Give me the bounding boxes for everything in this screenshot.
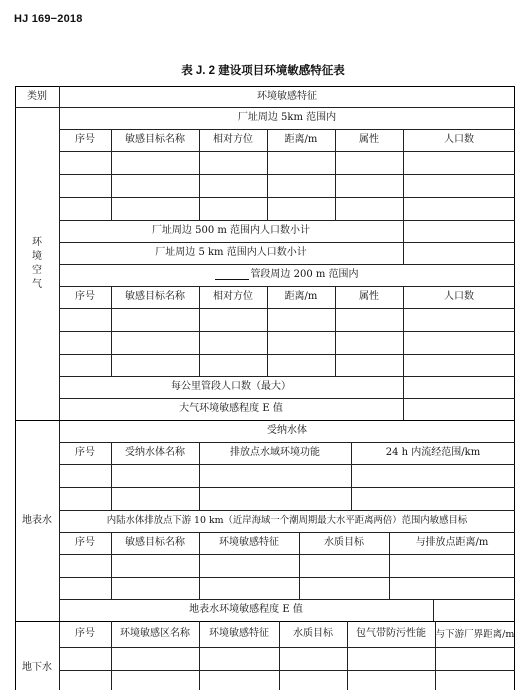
air-sensitivity: 大气环境敏感程度 E 值	[179, 403, 283, 414]
col-line	[347, 621, 348, 690]
col-index: 序号	[75, 291, 95, 302]
header-feature: 环境敏感特征	[257, 90, 317, 102]
col-line	[267, 129, 268, 220]
col-water-quality: 水质目标	[324, 537, 364, 548]
surface-receiving-title: 受纳水体	[267, 425, 307, 436]
col-distance: 距离/m	[284, 134, 318, 145]
category-air-char: 气	[32, 279, 42, 290]
col-line	[111, 532, 112, 599]
col-line	[279, 621, 280, 690]
col-target-name: 敏感目标名称	[125, 134, 185, 145]
sensitivity-table	[15, 86, 515, 690]
col-sensitive-area-name: 环境敏感区名称	[120, 628, 190, 639]
row-line	[59, 577, 515, 578]
row-line	[59, 151, 515, 152]
category-air	[27, 236, 47, 292]
col-sensitive-feature: 环境敏感特征	[209, 628, 269, 639]
col-water-quality: 水质目标	[293, 628, 333, 639]
row-line	[59, 647, 515, 648]
col-index: 序号	[75, 628, 95, 639]
col-line	[199, 442, 200, 510]
col-index: 序号	[75, 447, 95, 458]
row-line	[59, 331, 515, 332]
row-line	[59, 354, 515, 355]
air-pipeline-pop: 每公里管段人口数（最大）	[171, 381, 291, 392]
standard-number: HJ 169−2018	[14, 13, 83, 25]
col-distance-to-boundary: 与下游厂界距离/m	[435, 628, 515, 640]
col-line	[351, 442, 352, 510]
col-population: 人口数	[444, 291, 474, 302]
category-groundwater: 地下水	[22, 662, 52, 673]
col-line	[199, 286, 200, 376]
air-pipeline-title-text: 管段周边 200 m 范围内	[250, 269, 359, 280]
col-line	[433, 599, 434, 621]
col-24h-range: 24 h 内流经范围/km	[385, 447, 481, 458]
col-target-name: 敏感目标名称	[125, 291, 185, 302]
col-relative-direction: 相对方位	[213, 134, 253, 145]
col-line	[435, 621, 436, 690]
surface-downstream-title: 内陆水体排放点下游 10 km（近岸海域一个潮周期最大水平距离两倍）范围内敏感目标	[106, 515, 468, 527]
category-air-char: 境	[32, 251, 42, 262]
col-line	[199, 621, 200, 690]
col-target-name: 敏感目标名称	[125, 537, 185, 548]
col-line	[199, 129, 200, 220]
col-line	[111, 286, 112, 376]
col-attribute: 属性	[359, 291, 379, 302]
category-air-char: 环	[32, 237, 42, 248]
col-index: 序号	[75, 134, 95, 145]
category-surface-water: 地表水	[22, 514, 52, 526]
col-population: 人口数	[444, 134, 474, 145]
col-vadose-protection: 包气带防污性能	[356, 628, 426, 639]
col-distance: 距离/m	[284, 291, 318, 302]
col-line	[403, 129, 404, 220]
col-index: 序号	[75, 537, 95, 548]
air-pipeline-title	[59, 264, 515, 286]
col-sensitive-feature: 环境敏感特征	[219, 537, 279, 548]
col-distance-to-outlet: 与排放点距离/m	[415, 537, 489, 548]
row-line	[59, 464, 515, 465]
row-line	[59, 487, 515, 488]
col-relative-direction: 相对方位	[213, 291, 253, 302]
col-line	[299, 532, 300, 599]
table-title: 表 J. 2 建设项目环境敏感特征表	[181, 65, 345, 77]
col-line	[111, 442, 112, 510]
col-line	[111, 129, 112, 220]
col-line	[199, 532, 200, 599]
col-line	[335, 286, 336, 376]
col-line	[403, 286, 404, 376]
col-line	[335, 129, 336, 220]
col-line	[403, 376, 404, 420]
col-line	[111, 621, 112, 690]
col-line	[403, 220, 404, 264]
air-pop-500m: 厂址周边 500 m 范围内人口数小计	[151, 225, 311, 236]
row-line	[59, 670, 515, 671]
col-attribute: 属性	[359, 134, 379, 145]
col-line	[389, 532, 390, 599]
col-line	[267, 286, 268, 376]
fill-in-blank	[215, 270, 249, 280]
air-plant-5km-title: 厂址周边 5km 范围内	[237, 112, 337, 123]
col-water-body-name: 受纳水体名称	[125, 447, 185, 458]
row-line	[59, 308, 515, 309]
category-air-char: 空	[32, 265, 42, 276]
header-category: 类别	[27, 90, 47, 102]
row-line	[59, 197, 515, 198]
surface-sensitivity: 地表水环境敏感程度 E 值	[189, 604, 303, 615]
col-water-function: 排放点水域环境功能	[230, 447, 320, 458]
air-pop-5km: 厂址周边 5 km 范围内人口数小计	[155, 247, 307, 258]
row-line	[59, 174, 515, 175]
row-line	[59, 554, 515, 555]
